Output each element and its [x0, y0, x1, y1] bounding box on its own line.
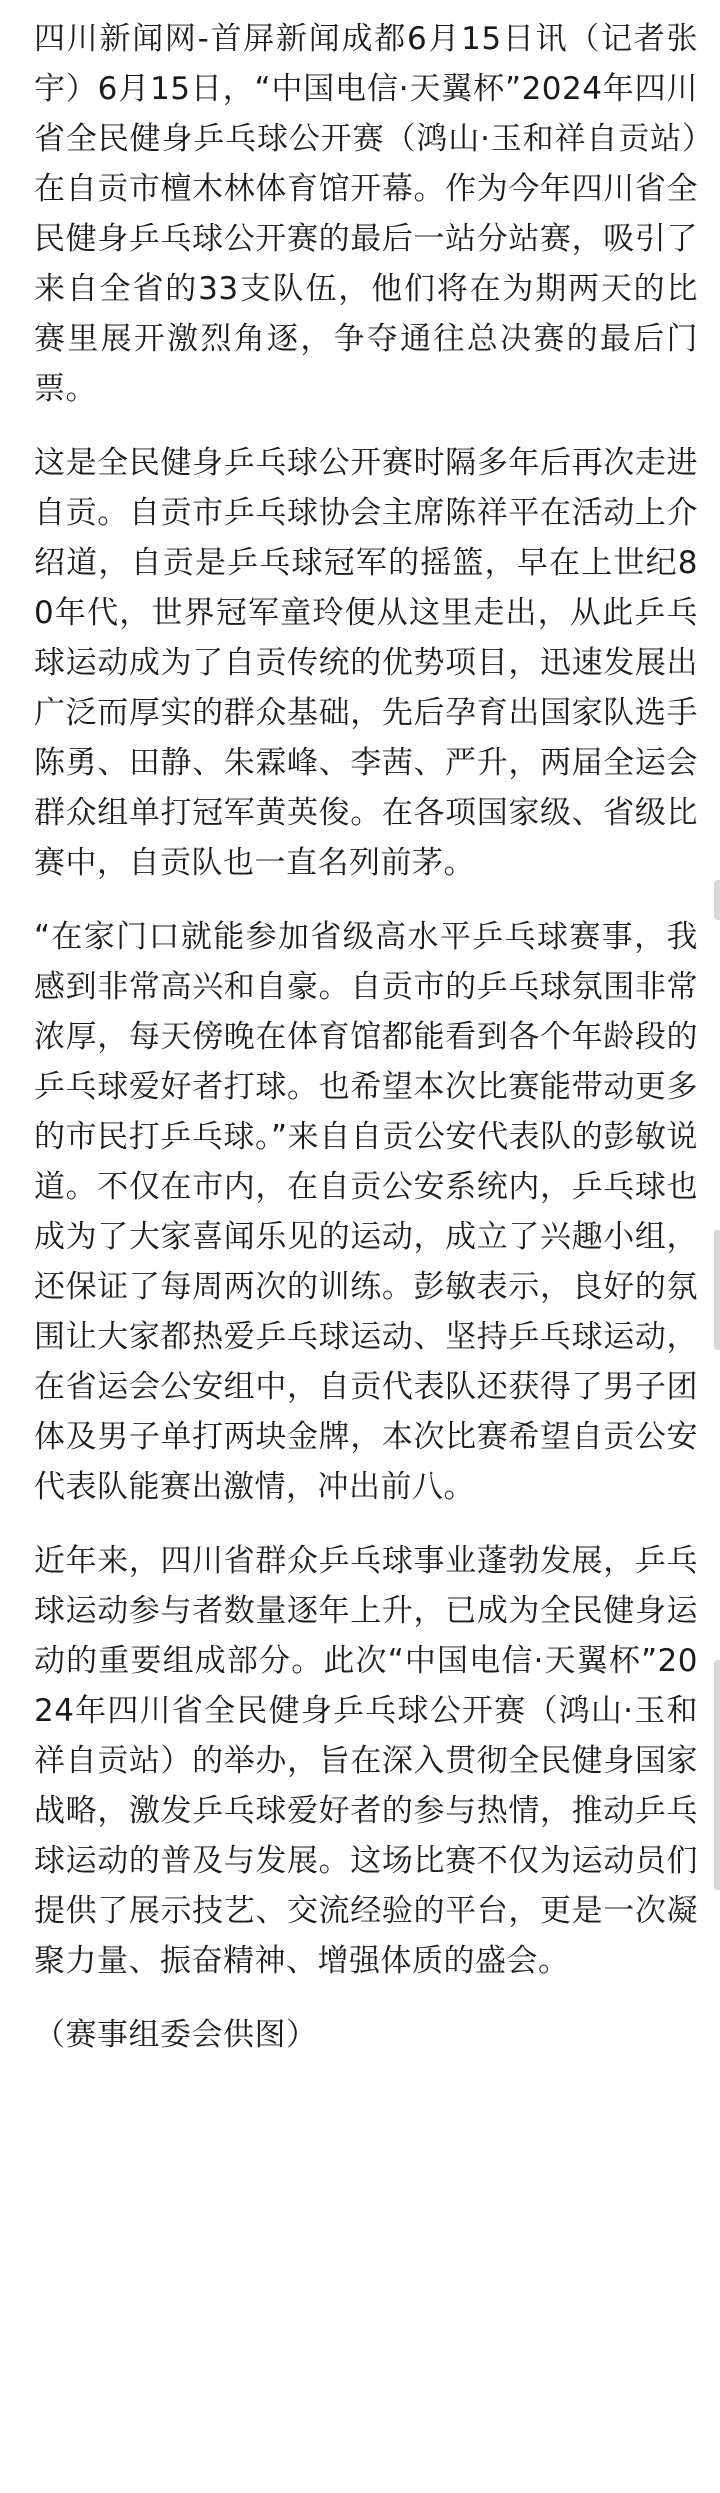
article-paragraph-2: 这是全民健身乒乓球公开赛时隔多年后再次走进自贡。自贡市乒乓球协会主席陈祥平在活动上介绍道，自贡是乒乓球冠军的摇篮，早在上世纪80年代，世界冠军童玲便从这里走出，从此乒乓球运动成为了自贡传统的优势项目，迅速发展出广泛而厚实的群众基础，先后孕育出国家队选手陈勇、田静、朱霖峰、李茜、严升，两届全运会群众组单打冠军黄英俊。在各项国家级、省级比赛中，自贡队也一直名列前茅。	[34, 445, 698, 881]
article-paragraph-3: “在家门口就能参加省级高水平乒乓球赛事，我感到非常高兴和自豪。自贡市的乒乓球氛围非常浓厚，每天傍晚在体育馆都能看到各个年龄段的乒乓球爱好者打球。也希望本次比赛能带动更多的市民打乒乓球。”来自自贡公安代表队的彭敏说道。不仅在市内，在自贡公安系统内，乒乓球也成为了大家喜闻乐见的运动，成立了兴趣小组，还保证了每周两次的训练。彭敏表示，良好的氛围让大家都热爱乒乓球运动、坚持乒乓球运动，在省运会公安组中，自贡代表队还获得了男子团体及男子单打两块金牌，本次比赛希望自贡公安代表队能赛出激情，冲出前八。	[34, 919, 698, 1505]
scroll-indicator-mark	[714, 1660, 720, 1890]
scroll-indicator-mark	[714, 880, 720, 920]
photo-credit-caption: （赛事组委会供图）	[34, 2017, 318, 2053]
scroll-indicator-mark	[714, 1230, 720, 1350]
article-paragraph-4: 近年来，四川省群众乒乓球事业蓬勃发展，乒乓球运动参与者数量逐年上升，已成为全民健身运动的重要组成部分。此次“中国电信·天翼杯”2024年四川省全民健身乒乓球公开赛（鸿山·玉和祥自贡站）的举办，旨在深入贯彻全民健身国家战略，激发乒乓球爱好者的参与热情，推动乒乓球运动的普及与发展。这场比赛不仅为运动员们提供了展示技艺、交流经验的平台，更是一次凝聚力量、振奋精神、增强体质的盛会。	[34, 1543, 698, 1979]
article-paragraph-1: 四川新闻网-首屏新闻成都6月15日讯（记者张宇）6月15日，“中国电信·天翼杯”2024年四川省全民健身乒乓球公开赛（鸿山·玉和祥自贡站）在自贡市檀木林体育馆开幕。作为今年四川省全民健身乒乓球公开赛的最后一站分站赛，吸引了来自全省的33支队伍，他们将在为期两天的比赛里展开激烈角逐，争夺通往总决赛的最后门票。	[34, 21, 698, 407]
